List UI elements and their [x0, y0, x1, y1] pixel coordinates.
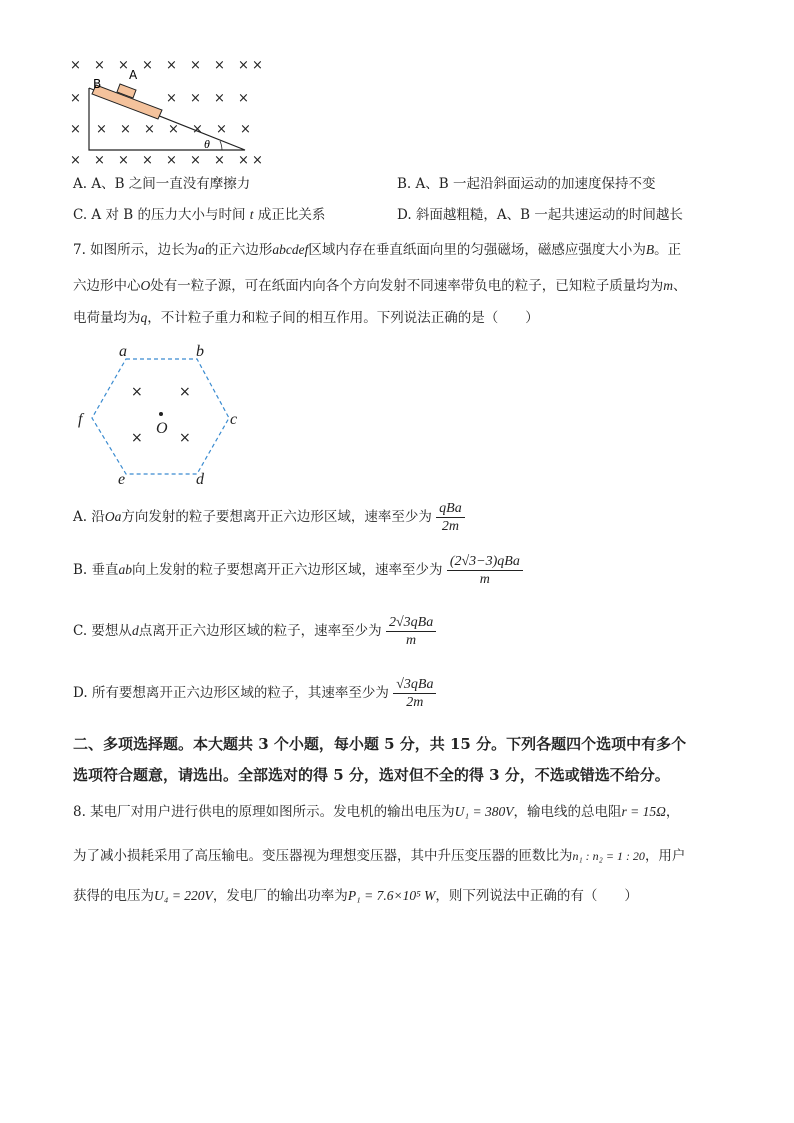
svg-text:×: ×	[190, 153, 201, 168]
q8-stem-line3: 获得的电压为U₄ = 220V，发电厂的输出功率为P₁ = 7.6×10⁵ W，则下列说法中正确的有（ ）	[73, 888, 638, 904]
svg-text:×: ×	[131, 384, 143, 400]
svg-text:×: ×	[120, 122, 131, 137]
q6-option-c: C. A 对 B 的压力大小与时间 t 成正比关系	[73, 207, 326, 223]
q6-option-d: D. 斜面越粗糙，A、B 一起共速运动的时间越长	[397, 207, 683, 223]
svg-text:×: ×	[166, 91, 177, 106]
svg-text:×: ×	[179, 384, 191, 400]
svg-text:×: ×	[190, 58, 201, 73]
svg-text:×: ×	[166, 153, 177, 168]
option-d-fraction: $\frac{\text{√3qBa}}{2m}$	[393, 676, 436, 711]
svg-text:×: ×	[94, 153, 105, 168]
label-theta: θ	[204, 137, 210, 151]
svg-text:×: ×	[142, 153, 153, 168]
svg-text:×: ×	[214, 153, 225, 168]
center-o: O	[156, 420, 168, 437]
q7-stem-line3: 电荷量均为q，不计粒子重力和粒子间的相互作用。下列说法正确的是（ ）	[73, 310, 539, 326]
svg-text:×: ×	[96, 122, 107, 137]
option-b-fraction: $\frac{\text{(2√3−3)qBa}}{m}$	[447, 553, 523, 588]
vertex-f: f	[78, 411, 83, 428]
q8-stem-line1: 8. 某电厂对用户进行供电的原理如图所示。发电机的输出电压为U₁ = 380V，输电线的总电阻r = 15Ω，	[73, 804, 680, 820]
svg-text:×: ×	[166, 58, 177, 73]
svg-text:×: ×	[168, 122, 179, 137]
svg-text:×: ×	[238, 153, 249, 168]
hexagon-boundary	[92, 359, 229, 474]
section2-heading-line1: 二、多项选择题。本大题共 3 个小题，每小题 5 分，共 15 分。下列各题四个选项中有多个	[73, 735, 687, 753]
svg-text:×: ×	[94, 58, 105, 73]
q7-option-c: C. 要想从d点离开正六边形区域的粒子，速率至少为 $\frac{\text{2√3qBa}}{m}$	[73, 614, 436, 649]
svg-text:×: ×	[190, 91, 201, 106]
svg-text:×: ×	[252, 58, 263, 73]
q7-stem-line1: 7. 如图所示，边长为a的正六边形abcdef区域内存在垂直纸面向里的匀强磁场，磁感应强度大小为B。正	[73, 242, 682, 258]
svg-text:×: ×	[214, 58, 225, 73]
svg-text:×: ×	[238, 58, 249, 73]
svg-text:×: ×	[144, 122, 155, 137]
svg-text:×: ×	[214, 91, 225, 106]
label-b: B	[93, 77, 102, 91]
option-c-fraction: $\frac{\text{2√3qBa}}{m}$	[386, 614, 436, 649]
q7-option-b: B. 垂直ab向上发射的粒子要想离开正六边形区域，速率至少为 $\frac{\text{(2√3−3)qBa}}{m}$	[73, 553, 523, 588]
hexagon-figure	[72, 338, 247, 488]
center-dot	[159, 412, 163, 416]
q7-option-d: D. 所有要想离开正六边形区域的粒子，其速率至少为 $\frac{\text{√3qBa}}{2m}$	[73, 676, 436, 711]
svg-text:×: ×	[179, 430, 191, 446]
option-a-fraction: $\frac{\text{qBa}}{2m}$	[436, 500, 465, 535]
q7-stem-line2: 六边形中心O处有一粒子源，可在纸面内向各个方向发射不同速率带负电的粒子，已知粒子质量均为m、	[73, 278, 687, 294]
vertex-c: c	[230, 411, 238, 428]
svg-text:×: ×	[252, 153, 263, 168]
svg-text:×: ×	[118, 58, 129, 73]
magnetic-field-crosses	[70, 58, 263, 168]
svg-text:×: ×	[70, 58, 81, 73]
vertex-d: d	[196, 471, 204, 488]
svg-text:×: ×	[70, 122, 81, 137]
svg-text:×: ×	[142, 58, 153, 73]
svg-text:×: ×	[131, 430, 143, 446]
svg-text:×: ×	[240, 122, 251, 137]
incline-figure	[62, 52, 277, 172]
vertex-a: a	[119, 343, 127, 360]
svg-text:×: ×	[70, 153, 81, 168]
section2-heading-line2: 选项符合题意，请选出。全部选对的得 5 分，选对但不全的得 3 分，不选或错选不给分。	[73, 766, 670, 784]
q6-option-a: A. A、B 之间一直没有摩擦力	[73, 176, 251, 192]
svg-text:×: ×	[118, 153, 129, 168]
q7-option-a: A. 沿Oa方向发射的粒子要想离开正六边形区域，速率至少为 $\frac{\text{qBa}}{2m}$	[73, 500, 465, 535]
label-a: A	[129, 68, 138, 82]
svg-text:×: ×	[216, 122, 227, 137]
vertex-b: b	[196, 343, 204, 360]
svg-text:×: ×	[70, 91, 81, 106]
svg-text:×: ×	[192, 122, 203, 137]
svg-text:×: ×	[238, 91, 249, 106]
q6-option-b: B. A、B 一起沿斜面运动的加速度保持不变	[397, 176, 656, 192]
q8-stem-line2: 为了减小损耗采用了高压输电。变压器视为理想变压器，其中升压变压器的匝数比为n₁ : n₂ = 1 : 20，用户	[73, 848, 686, 864]
vertex-e: e	[118, 471, 126, 488]
